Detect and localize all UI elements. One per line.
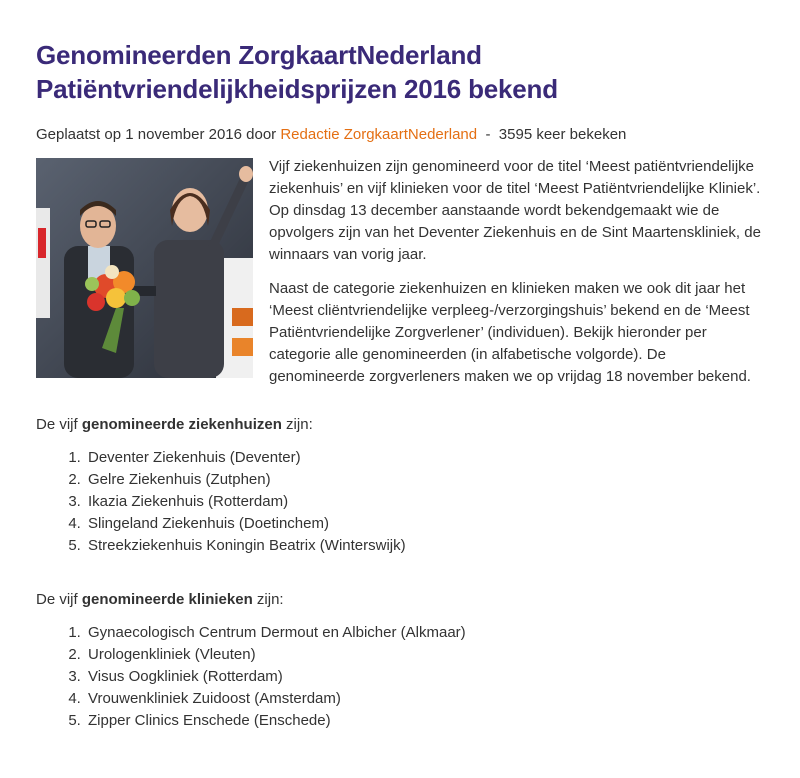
clinics-intro-suffix: zijn: <box>252 591 284 608</box>
hospitals-intro-bold: genomineerde ziekenhuizen <box>81 416 282 433</box>
title-line-1: Genomineerden ZorgkaartNederland <box>36 40 482 70</box>
hospitals-intro-suffix: zijn: <box>281 416 313 433</box>
meta-posted-on: Geplaatst op 1 november 2016 door <box>36 126 281 143</box>
author-link[interactable]: Redactie ZorgkaartNederland <box>280 126 478 143</box>
hospitals-list <box>36 447 764 557</box>
list-item: 5. Streekziekenhuis Koningin Beatrix (Winterswijk) <box>85 535 764 557</box>
list-item: 5. Zipper Clinics Enschede (Enschede) <box>85 710 764 732</box>
paragraph-1: Vijf ziekenhuizen zijn genomineerd voor de titel ‘Meest patiëntvriendelijke ziekenhuis’ en vijf klinieken voor de titel ‘Meest Patiëntvriendelijke Kliniek’. Op dinsdag 13 december aanstaande wordt bekendgemaakt wie de opvolgers zijn van het Deventer Ziekenhuis en de Sint Maartenskliniek, de winnaars van vorig jaar. <box>269 158 761 263</box>
view-count: 3595 keer bekeken <box>498 126 627 143</box>
hospitals-intro <box>36 414 764 436</box>
paragraph-2: Naast de categorie ziekenhuizen en klinieken maken we ook dit jaar het ‘Meest cliëntvriendelijke verpleeg-/verzorgingshuis’ bekend en de ‘Meest Patiëntvriendelijke Zorgverlener’ (individuen). Bekijk hieronder per categorie alle genomineerden (in alfabetische volgorde). De genomineerde zorgverleners maken we op vrijdag 18 november bekend. <box>269 280 751 385</box>
hospitals-intro-prefix: De vijf <box>36 416 82 433</box>
article-body <box>36 156 764 388</box>
list-item: 1. Deventer Ziekenhuis (Deventer) <box>85 447 764 469</box>
clinics-intro-prefix: De vijf <box>36 591 82 608</box>
list-item: 2. Urologenkliniek (Vleuten) <box>85 644 764 666</box>
clinics-intro-bold: genomineerde klinieken <box>81 591 253 608</box>
section-spacer <box>36 557 764 589</box>
post-meta <box>36 125 764 145</box>
list-item: 4. Slingeland Ziekenhuis (Doetinchem) <box>85 513 764 535</box>
list-item: 2. Gelre Ziekenhuis (Zutphen) <box>85 469 764 491</box>
clinics-intro <box>36 589 764 611</box>
list-item: 4. Vrouwenkliniek Zuidoost (Amsterdam) <box>85 688 764 710</box>
title-line-2: Patiëntvriendelijkheidsprijzen 2016 bekend <box>36 74 558 104</box>
article-title <box>36 38 764 106</box>
meta-separator: - <box>477 126 499 143</box>
clinics-list <box>36 622 764 732</box>
list-item: 1. Gynaecologisch Centrum Dermout en Albicher (Alkmaar) <box>85 622 764 644</box>
award-photo <box>36 158 253 378</box>
list-item: 3. Ikazia Ziekenhuis (Rotterdam) <box>85 491 764 513</box>
list-item: 3. Visus Oogkliniek (Rotterdam) <box>85 666 764 688</box>
